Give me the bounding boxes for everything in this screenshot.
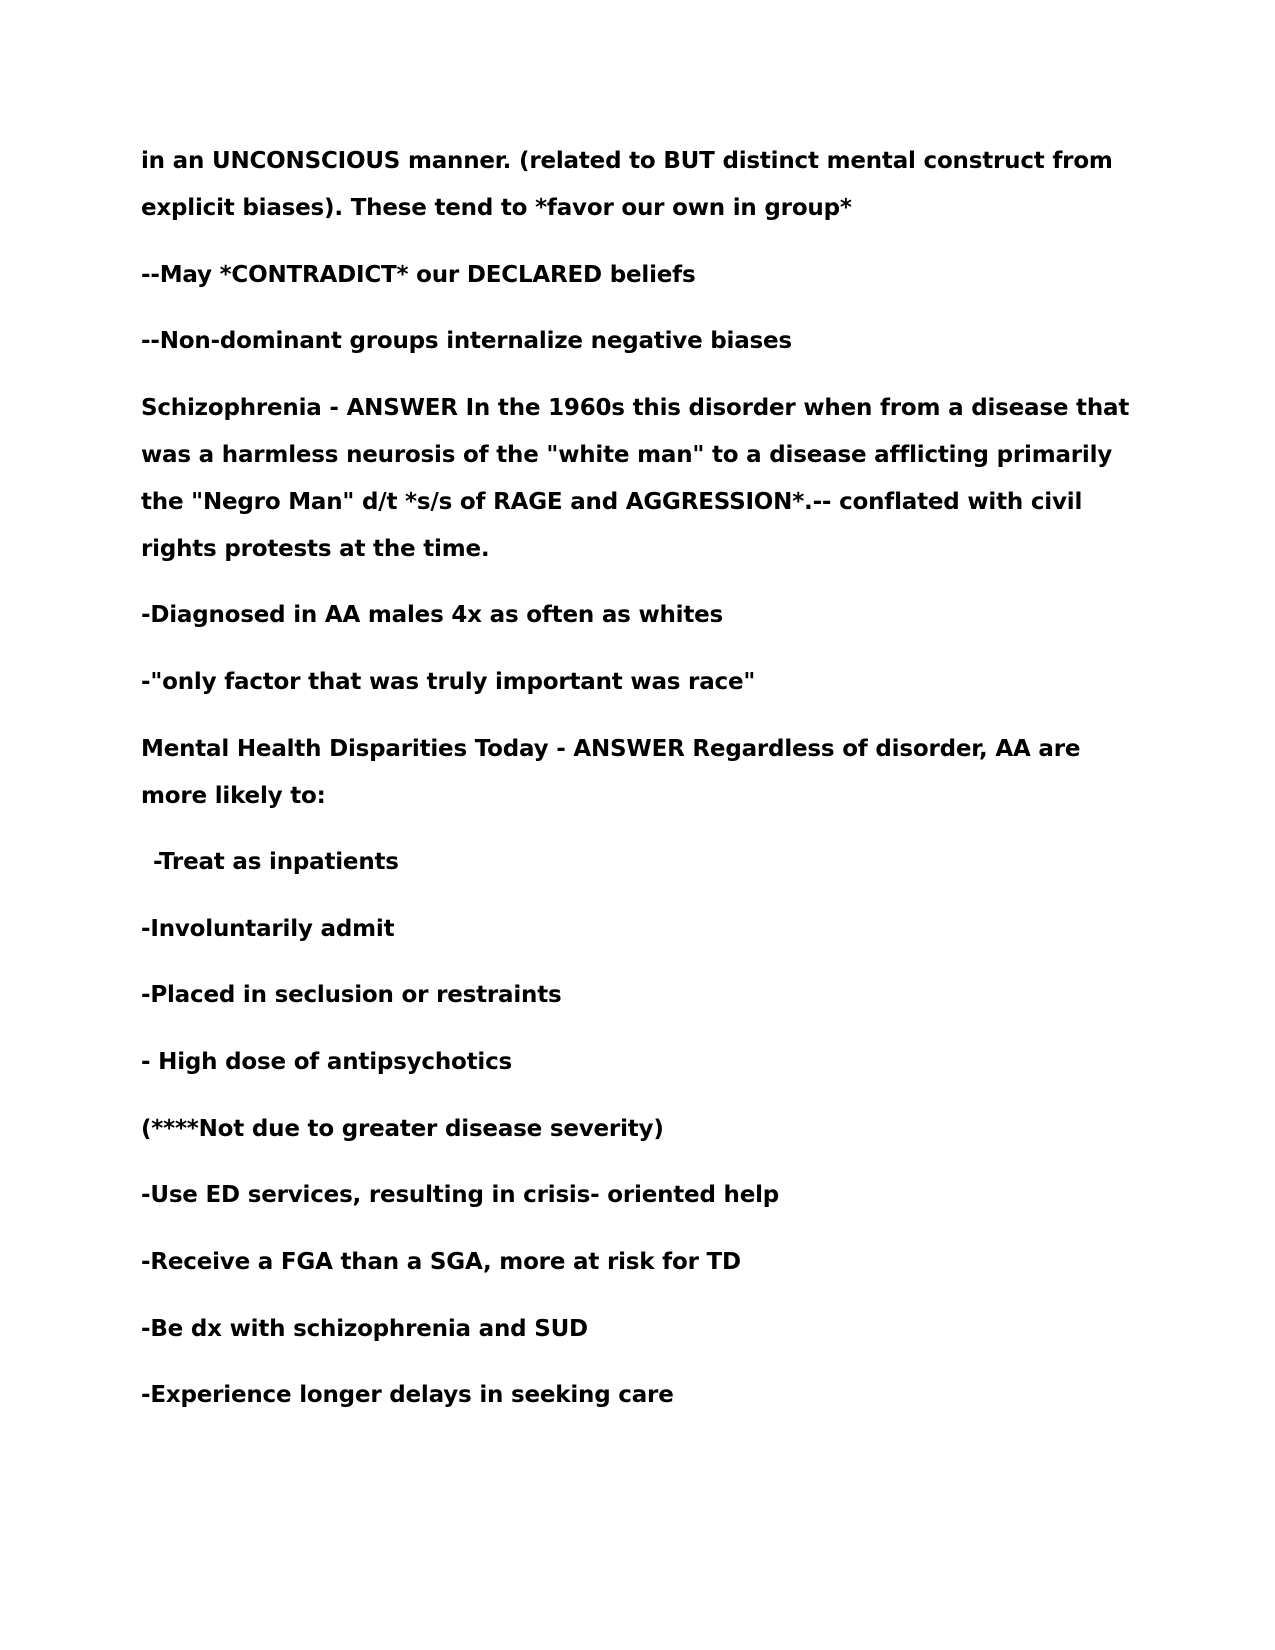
text-line: -Use ED services, resulting in crisis- oriented help — [141, 1182, 780, 1208]
text-line: was a harmless neurosis of the "white man" to a disease afflicting primarily — [141, 442, 1113, 468]
text-line: Schizophrenia - ANSWER In the 1960s this disorder when from a disease that — [141, 395, 1130, 421]
text-line: Mental Health Disparities Today - ANSWER Regardless of disorder, AA are — [141, 736, 1081, 762]
text-line: in an UNCONSCIOUS manner. (related to BUT distinct mental construct from — [141, 148, 1113, 174]
text-line: -Experience longer delays in seeking care — [141, 1382, 674, 1408]
text-line: --Non-dominant groups internalize negative biases — [141, 328, 792, 354]
text-line: more likely to: — [141, 783, 326, 809]
text-line: explicit biases). These tend to *favor our own in group* — [141, 195, 852, 221]
text-line: -Placed in seclusion or restraints — [141, 982, 562, 1008]
text-line: the "Negro Man" d/t *s/s of RAGE and AGGRESSION*.-- conflated with civil — [141, 489, 1083, 515]
text-line: -Involuntarily admit — [141, 916, 395, 942]
document-page — [141, 0, 1130, 1650]
text-line: - High dose of antipsychotics — [141, 1049, 513, 1075]
text-line: -Diagnosed in AA males 4x as often as whites — [141, 602, 724, 628]
text-line: -Receive a FGA than a SGA, more at risk for TD — [141, 1249, 741, 1275]
text-line: --May *CONTRADICT* our DECLARED beliefs — [141, 262, 696, 288]
text-line: -Be dx with schizophrenia and SUD — [141, 1316, 588, 1342]
text-line: rights protests at the time. — [141, 536, 490, 562]
text-line: (****Not due to greater disease severity) — [141, 1116, 664, 1142]
text-line: -"only factor that was truly important was race" — [141, 669, 756, 695]
text-line: -Treat as inpatients — [153, 849, 399, 875]
